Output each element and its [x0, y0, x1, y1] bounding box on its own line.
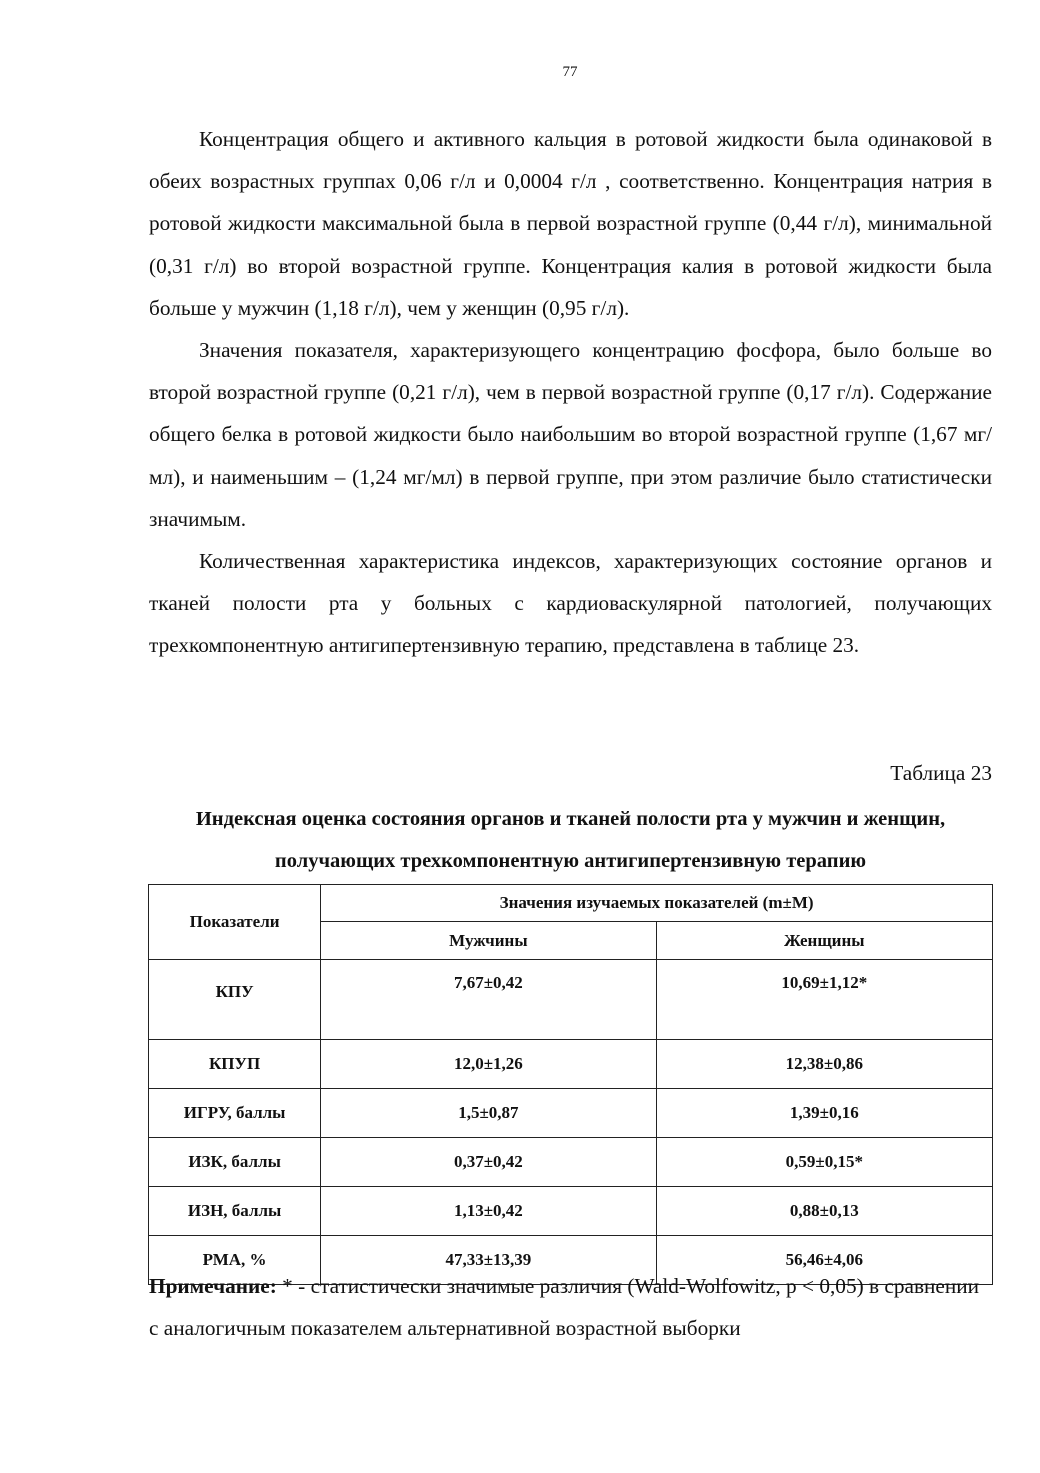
paragraph-table-intro: Количественная характеристика индексов, характеризующих состояние органов и тканей полости рта у больных с кардиоваскулярной патологией, получающих трехкомпонентную антигипертензивную терапию, представлена в таблице 23. — [149, 549, 992, 658]
index-table — [148, 884, 993, 1285]
men-value-cell: 47,33±13,39 — [321, 1236, 656, 1285]
body-text — [149, 118, 992, 667]
women-value-cell: 1,39±0,16 — [656, 1089, 992, 1138]
header-men: Мужчины — [321, 922, 656, 960]
indicator-cell: РМА, % — [149, 1236, 321, 1285]
women-value-cell: 10,69±1,12* — [656, 960, 992, 1040]
indicator-cell: КПУП — [149, 1040, 321, 1089]
indicator-cell: ИЗН, баллы — [149, 1187, 321, 1236]
paragraph-phosphorus-protein: Значения показателя, характеризующего концентрацию фосфора, было больше во второй возрастной группе (0,21 г/л), чем в первой возрастной группе (0,17 г/л). Содержание общего белка в ротовой жидкости было наибольшим во второй возрастной группе (1,67 мг/мл), и наименьшим – (1,24 мг/мл) в первой группе, при этом различие было статистически значимым. — [149, 338, 992, 531]
header-values: Значения изучаемых показателей (m±M) — [321, 885, 993, 922]
women-value-cell: 56,46±4,06 — [656, 1236, 992, 1285]
men-value-cell: 12,0±1,26 — [321, 1040, 656, 1089]
table-label: Таблица 23 — [890, 761, 992, 785]
indicator-cell: ИЗК, баллы — [149, 1138, 321, 1187]
header-indicators: Показатели — [149, 885, 321, 960]
table-row — [149, 960, 993, 1040]
men-value-cell: 0,37±0,42 — [321, 1138, 656, 1187]
women-value-cell: 12,38±0,86 — [656, 1040, 992, 1089]
men-value-cell: 7,67±0,42 — [321, 960, 656, 1040]
page-number: 77 — [562, 64, 578, 80]
table-row — [149, 1138, 993, 1187]
indicator-cell: ИГРУ, баллы — [149, 1089, 321, 1138]
table-title: Индексная оценка состояния органов и тканей полости рта у мужчин и женщин, получающих трехкомпонентную антигипертензивную терапию — [195, 808, 946, 872]
women-value-cell: 0,59±0,15* — [656, 1138, 992, 1187]
women-value-cell: 0,88±0,13 — [656, 1187, 992, 1236]
men-value-cell: 1,13±0,42 — [321, 1187, 656, 1236]
table-row — [149, 1040, 993, 1089]
men-value-cell: 1,5±0,87 — [321, 1089, 656, 1138]
note-label: Примечание: — [149, 1274, 277, 1298]
note-text: * - статистически значимые различия (Wald-Wolfowitz, p < 0,05) в сравнении с аналогичным показателем альтернативной возрастной выборки — [149, 1274, 980, 1340]
indicator-cell: КПУ — [149, 960, 321, 1040]
header-women: Женщины — [656, 922, 992, 960]
table-row — [149, 1089, 993, 1138]
table-row — [149, 1187, 993, 1236]
paragraph-calcium-sodium-potassium: Концентрация общего и активного кальция в ротовой жидкости была одинаковой в обеих возрастных группах 0,06 г/л и 0,0004 г/л , соответственно. Концентрация натрия в ротовой жидкости максимальной была в первой возрастной группе (0,44 г/л), минимальной (0,31 г/л) во второй возрастной группе. Концентрация калия в ротовой жидкости была больше у мужчин (1,18 г/л), чем у женщин (0,95 г/л). — [149, 127, 992, 320]
table-note — [149, 1265, 992, 1349]
